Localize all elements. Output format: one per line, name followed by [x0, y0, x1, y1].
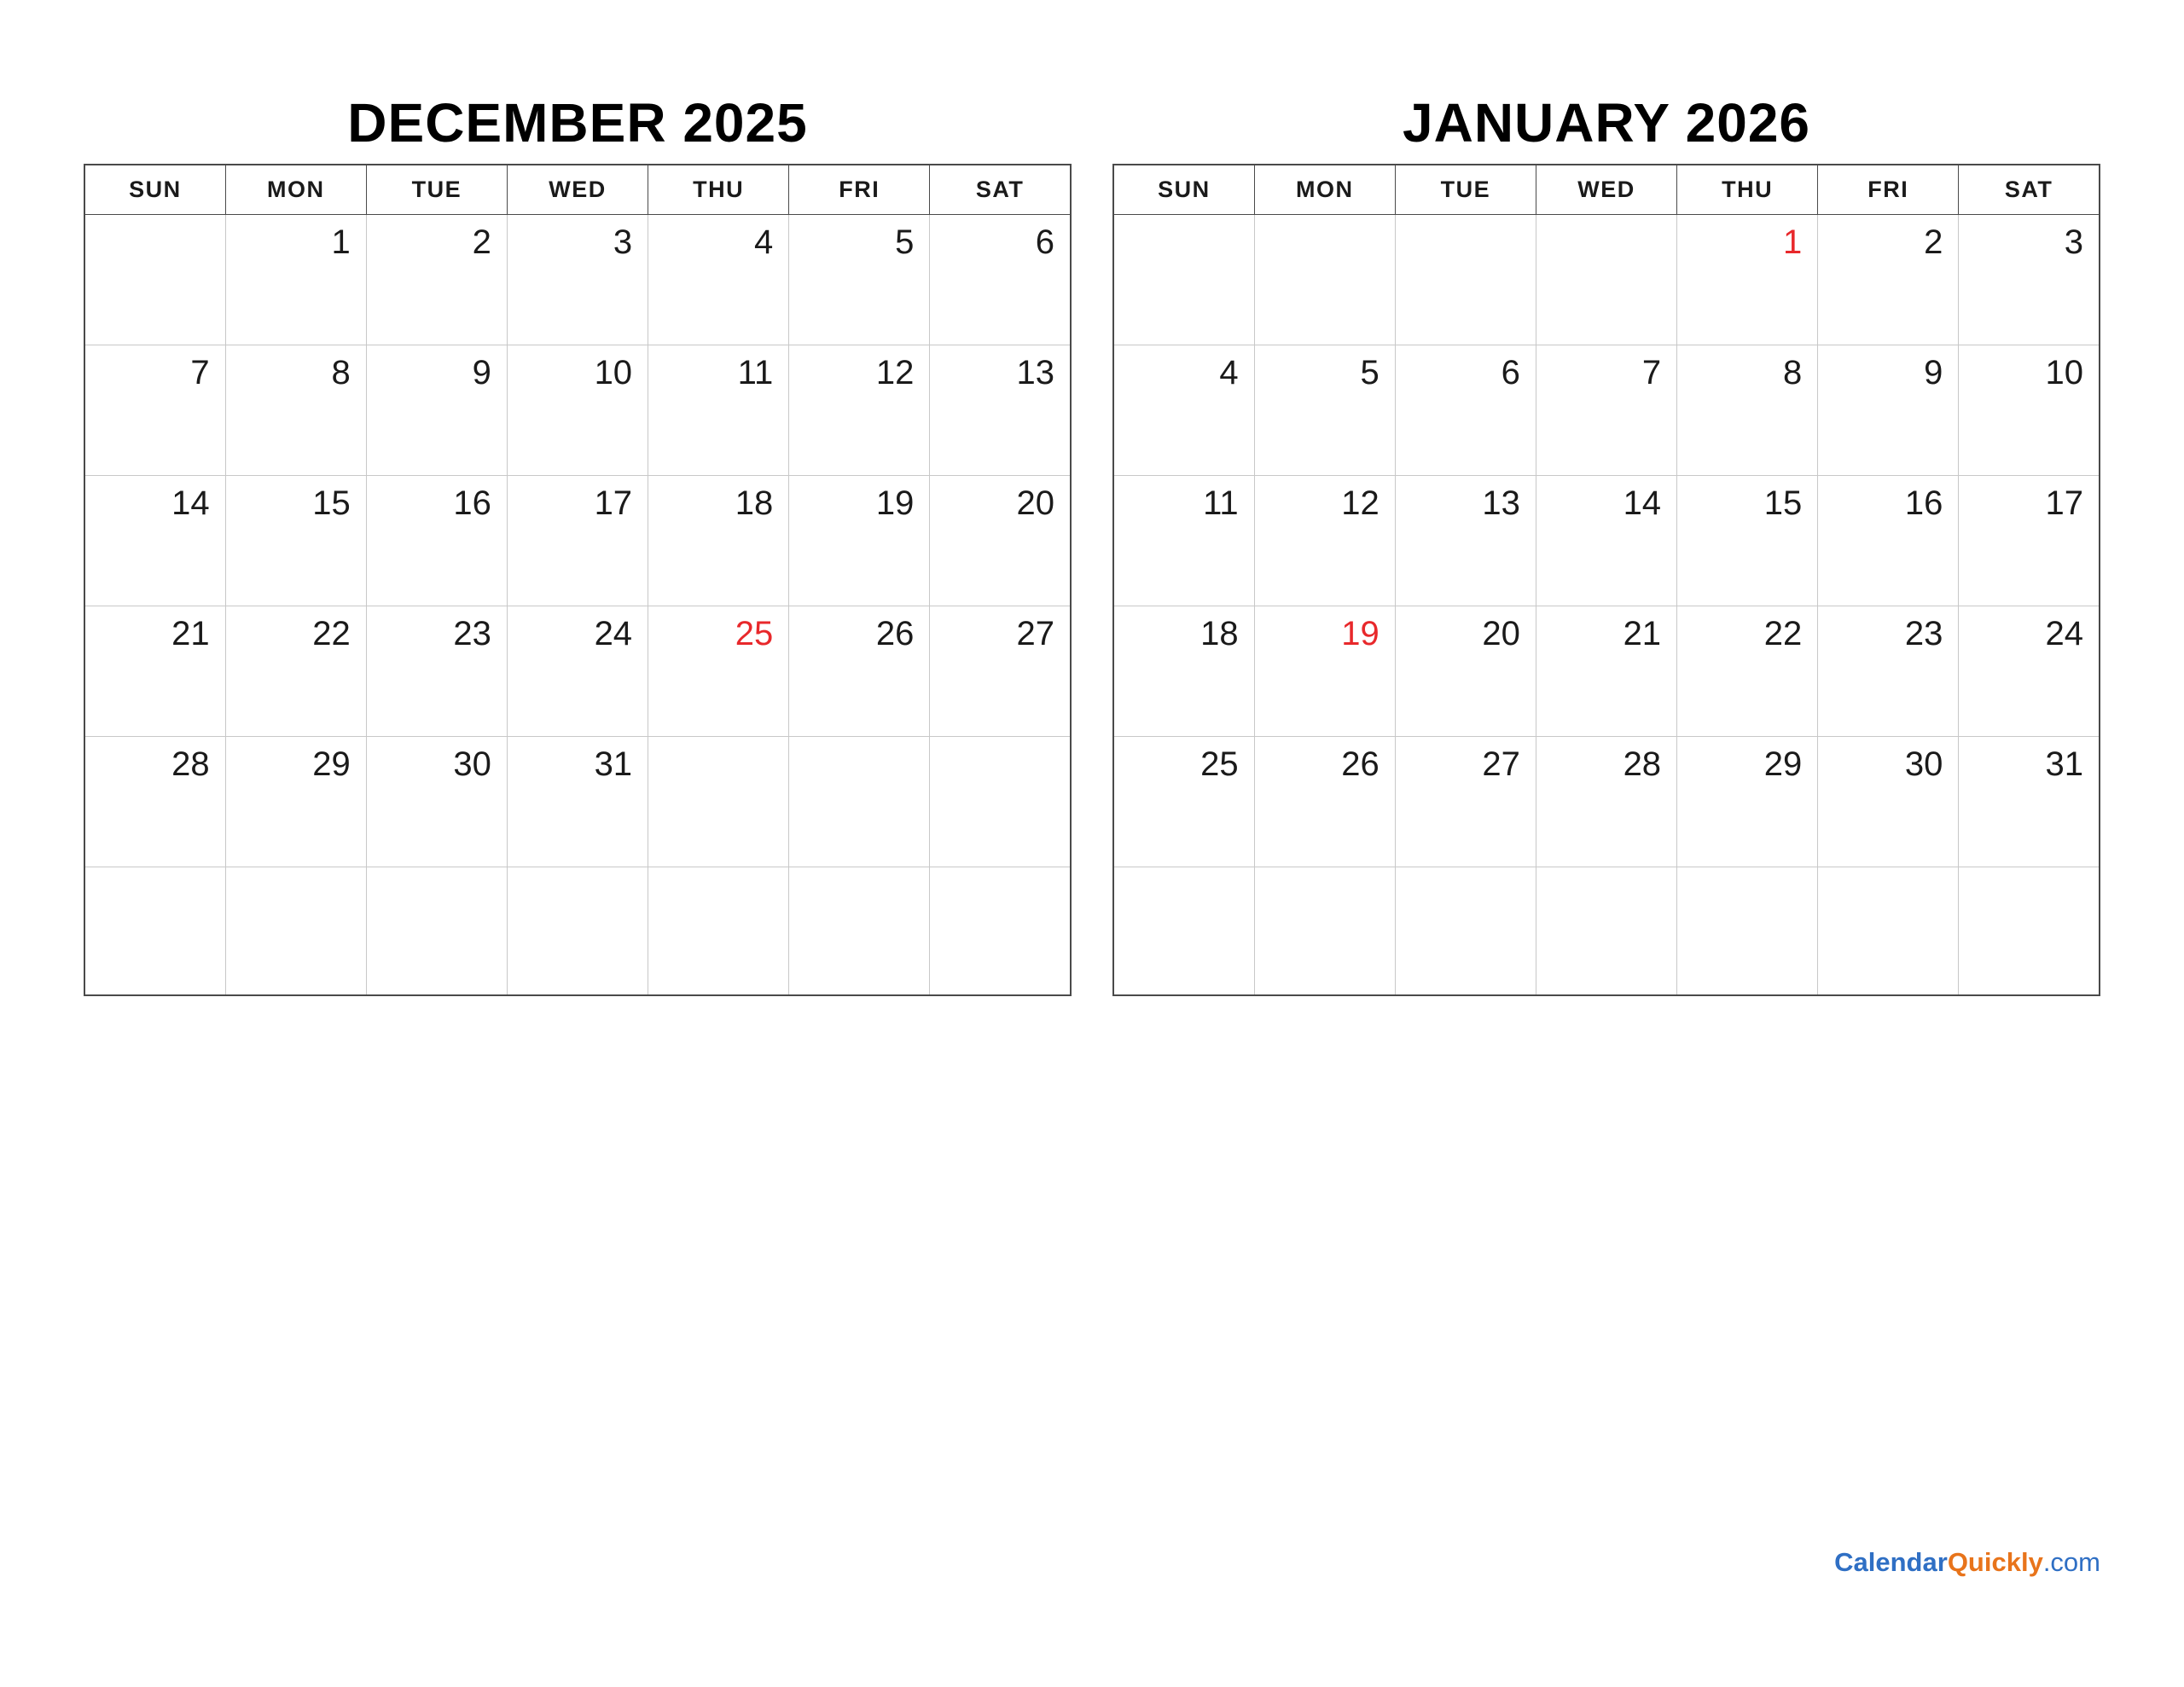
empty-day-cell: [930, 737, 1071, 867]
day-cell[interactable]: 1: [225, 215, 366, 345]
week-row: [84, 215, 1071, 345]
weekday-header-sun: SUN: [1113, 165, 1254, 215]
weekday-header-fri: FRI: [1818, 165, 1959, 215]
week-row: [1113, 867, 2100, 995]
day-cell[interactable]: 18: [648, 476, 789, 606]
empty-day-cell: [84, 215, 225, 345]
day-cell[interactable]: 28: [1536, 737, 1676, 867]
day-cell[interactable]: 23: [366, 606, 507, 737]
day-cell[interactable]: 31: [507, 737, 648, 867]
day-cell[interactable]: 30: [366, 737, 507, 867]
day-cell[interactable]: 11: [648, 345, 789, 476]
weekday-header-row: [84, 165, 1071, 215]
day-cell[interactable]: 5: [789, 215, 930, 345]
empty-day-cell: [648, 867, 789, 995]
empty-day-cell: [1254, 215, 1395, 345]
weekday-header-sun: SUN: [84, 165, 225, 215]
empty-day-cell: [1113, 215, 1254, 345]
week-row: [84, 476, 1071, 606]
week-row: [1113, 345, 2100, 476]
empty-day-cell: [1395, 867, 1536, 995]
day-cell[interactable]: 16: [366, 476, 507, 606]
month-body: [1113, 215, 2100, 995]
brand-part-quickly: Quickly: [1947, 1547, 2043, 1577]
day-cell[interactable]: 6: [930, 215, 1071, 345]
day-cell[interactable]: 14: [84, 476, 225, 606]
day-cell[interactable]: 25: [648, 606, 789, 737]
brand-part-domain: .com: [2042, 1547, 2100, 1577]
week-row: [84, 345, 1071, 476]
day-cell[interactable]: 3: [507, 215, 648, 345]
week-row: [84, 606, 1071, 737]
day-cell[interactable]: 22: [225, 606, 366, 737]
day-cell[interactable]: 22: [1677, 606, 1818, 737]
day-cell[interactable]: 1: [1677, 215, 1818, 345]
day-cell[interactable]: 26: [1254, 737, 1395, 867]
weekday-header-thu: THU: [648, 165, 789, 215]
week-row: [1113, 215, 2100, 345]
day-cell[interactable]: 15: [1677, 476, 1818, 606]
week-row: [1113, 606, 2100, 737]
weekday-header-tue: TUE: [1395, 165, 1536, 215]
day-cell[interactable]: 24: [1959, 606, 2100, 737]
day-cell[interactable]: 19: [789, 476, 930, 606]
day-cell[interactable]: 16: [1818, 476, 1959, 606]
day-cell[interactable]: 29: [1677, 737, 1818, 867]
day-cell[interactable]: 14: [1536, 476, 1676, 606]
day-cell[interactable]: 29: [225, 737, 366, 867]
day-cell[interactable]: 17: [507, 476, 648, 606]
day-cell[interactable]: 27: [1395, 737, 1536, 867]
brand-part-calendar: Calendar: [1834, 1547, 1948, 1577]
weekday-header-mon: MON: [225, 165, 366, 215]
day-cell[interactable]: 4: [648, 215, 789, 345]
day-cell[interactable]: 15: [225, 476, 366, 606]
day-cell[interactable]: 13: [1395, 476, 1536, 606]
day-cell[interactable]: 31: [1959, 737, 2100, 867]
empty-day-cell: [366, 867, 507, 995]
day-cell[interactable]: 5: [1254, 345, 1395, 476]
day-cell[interactable]: 21: [1536, 606, 1676, 737]
weekday-header-thu: THU: [1677, 165, 1818, 215]
day-cell[interactable]: 23: [1818, 606, 1959, 737]
month-block-first: [84, 82, 1072, 996]
day-cell[interactable]: 7: [84, 345, 225, 476]
day-cell[interactable]: 30: [1818, 737, 1959, 867]
day-cell[interactable]: 25: [1113, 737, 1254, 867]
day-cell[interactable]: 24: [507, 606, 648, 737]
week-row: [84, 867, 1071, 995]
month-title: DECEMBER 2025: [347, 92, 808, 154]
day-cell[interactable]: 17: [1959, 476, 2100, 606]
day-cell[interactable]: 10: [1959, 345, 2100, 476]
day-cell[interactable]: 27: [930, 606, 1071, 737]
empty-day-cell: [1536, 867, 1676, 995]
day-cell[interactable]: 19: [1254, 606, 1395, 737]
calendar-container: [84, 82, 2100, 996]
day-cell[interactable]: 3: [1959, 215, 2100, 345]
day-cell[interactable]: 28: [84, 737, 225, 867]
week-row: [1113, 476, 2100, 606]
empty-day-cell: [1536, 215, 1676, 345]
weekday-header-wed: WED: [1536, 165, 1676, 215]
empty-day-cell: [225, 867, 366, 995]
empty-day-cell: [507, 867, 648, 995]
day-cell[interactable]: 9: [1818, 345, 1959, 476]
week-row: [1113, 737, 2100, 867]
weekday-header-row: [1113, 165, 2100, 215]
day-cell[interactable]: 8: [225, 345, 366, 476]
empty-day-cell: [1677, 867, 1818, 995]
month-grid: [1112, 164, 2100, 996]
empty-day-cell: [1959, 867, 2100, 995]
day-cell[interactable]: 12: [789, 345, 930, 476]
weekday-header-sat: SAT: [1959, 165, 2100, 215]
day-cell[interactable]: 4: [1113, 345, 1254, 476]
day-cell[interactable]: 20: [930, 476, 1071, 606]
empty-day-cell: [1113, 867, 1254, 995]
day-cell[interactable]: 11: [1113, 476, 1254, 606]
empty-day-cell: [789, 737, 930, 867]
day-cell[interactable]: 12: [1254, 476, 1395, 606]
month-title: JANUARY 2026: [1403, 92, 1810, 154]
weekday-header-sat: SAT: [930, 165, 1071, 215]
week-row: [84, 737, 1071, 867]
weekday-header-mon: MON: [1254, 165, 1395, 215]
empty-day-cell: [84, 867, 225, 995]
day-cell[interactable]: 26: [789, 606, 930, 737]
empty-day-cell: [1395, 215, 1536, 345]
day-cell[interactable]: 18: [1113, 606, 1254, 737]
weekday-header-fri: FRI: [789, 165, 930, 215]
day-cell[interactable]: 8: [1677, 345, 1818, 476]
day-cell[interactable]: 21: [84, 606, 225, 737]
empty-day-cell: [648, 737, 789, 867]
empty-day-cell: [789, 867, 930, 995]
day-cell[interactable]: 9: [366, 345, 507, 476]
day-cell[interactable]: 20: [1395, 606, 1536, 737]
day-cell[interactable]: 2: [1818, 215, 1959, 345]
month-grid: [84, 164, 1072, 996]
day-cell[interactable]: 2: [366, 215, 507, 345]
day-cell[interactable]: 10: [507, 345, 648, 476]
weekday-header-tue: TUE: [366, 165, 507, 215]
brand-footer[interactable]: [1834, 1547, 2100, 1578]
empty-day-cell: [1818, 867, 1959, 995]
empty-day-cell: [930, 867, 1071, 995]
month-block-second: [1112, 82, 2100, 996]
day-cell[interactable]: 7: [1536, 345, 1676, 476]
month-body: [84, 215, 1071, 995]
weekday-header-wed: WED: [507, 165, 648, 215]
empty-day-cell: [1254, 867, 1395, 995]
day-cell[interactable]: 13: [930, 345, 1071, 476]
day-cell[interactable]: 6: [1395, 345, 1536, 476]
